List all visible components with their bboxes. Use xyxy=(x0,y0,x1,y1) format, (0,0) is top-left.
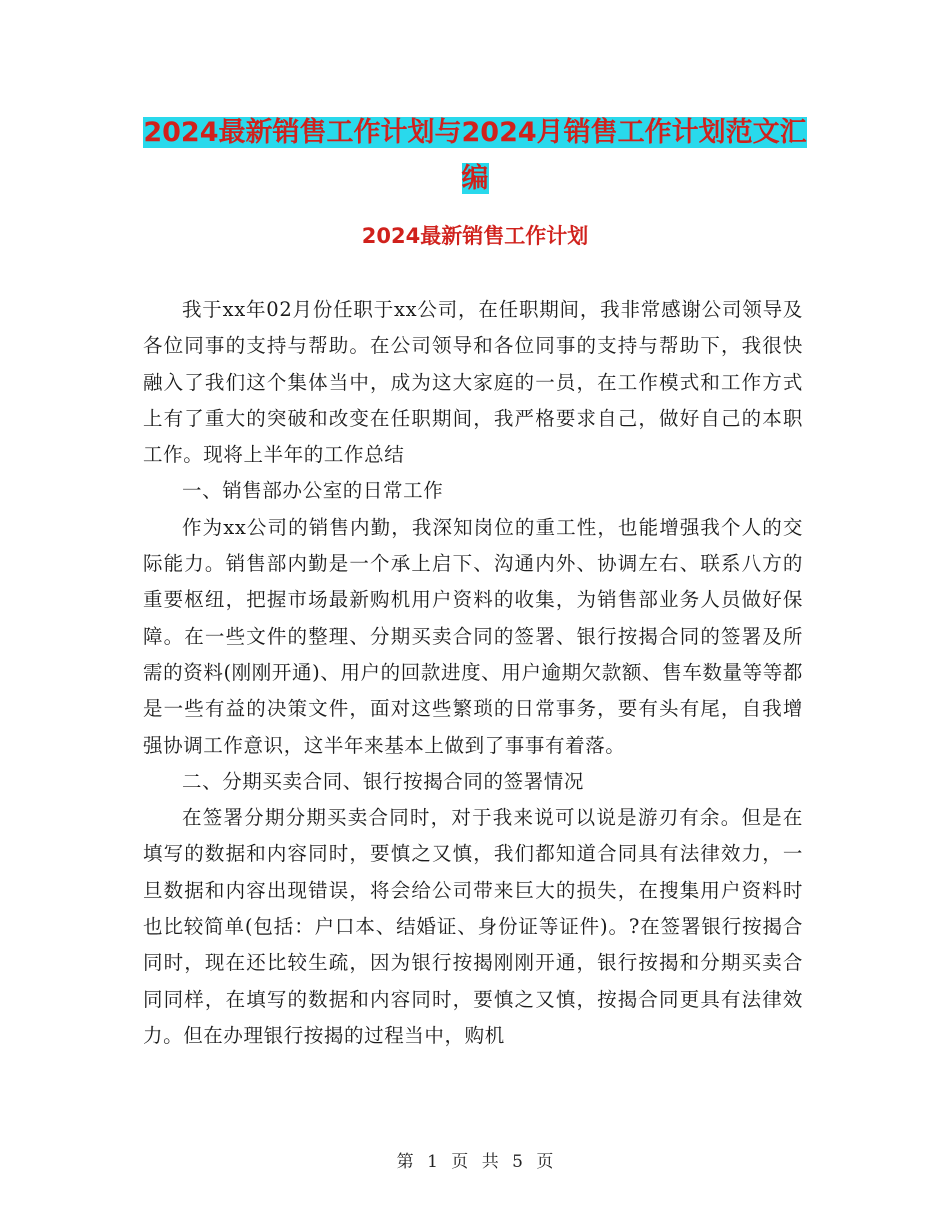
paragraph-intro: 我于xx年02月份任职于xx公司，在任职期间，我非常感谢公司领导及各位同事的支持与帮助。在公司领导和各位同事的支持与帮助下，我很快融入了我们这个集体当中，成为这大家庭的一员，在工作模式和工作方式上有了重大的突破和改变在任职期间，我严格要求自己，做好自己的本职工作。现将上半年的工作总结 xyxy=(143,298,803,467)
footer-total-pages: 5 xyxy=(512,1152,523,1172)
paragraph-contracts: 在签署分期分期买卖合同时，对于我来说可以说是游刃有余。但是在填写的数据和内容同时，要慎之又慎，我们都知道合同具有法律效力，一旦数据和内容出现错误，将会给公司带来巨大的损失，在搜集用户资料时也比较简单(包括：户口本、结婚证、身份证等证件)。?在签署银行按揭合同时，现在还比较生疏，因为银行按揭刚刚开通，银行按揭和分期买卖合同同样，在填写的数据和内容同时，要慎之又慎，按揭合同更具有法律效力。但在办理银行按揭的过程当中，购机 xyxy=(143,806,803,1047)
footer-label-page: 第 xyxy=(396,1152,414,1172)
heading-two: 二、分期买卖合同、银行按揭合同的签署情况 xyxy=(182,769,585,793)
heading-one: 一、销售部办公室的日常工作 xyxy=(182,479,444,503)
paragraph-office-work: 作为xx公司的销售内勤，我深知岗位的重工性，也能增强我个人的交际能力。销售部内勤是一个承上启下、沟通内外、协调左右、联系八方的重要枢纽，把握市场最新购机用户资料的收集，为销售部业务人员做好保障。在一些文件的整理、分期买卖合同的签署、银行按揭合同的签署及所需的资料(刚刚开通)、用户的回款进度、用户逾期欠款额、售车数量等等都是一些有益的决策文件，面对这些繁琐的日常事务，要有头有尾，自我增强协调工作意识，这半年来基本上做到了事事有着落。 xyxy=(143,515,803,757)
title-line-2: 编 xyxy=(461,163,489,194)
footer-label-total: 共 xyxy=(481,1152,499,1172)
document-title xyxy=(0,110,950,202)
page-footer xyxy=(0,1150,950,1174)
document-body xyxy=(143,292,803,1054)
section-title: 2024最新销售工作计划 xyxy=(361,224,589,248)
footer-current-page: 1 xyxy=(427,1152,438,1172)
title-line-1: 2024最新销售工作计划与2024月销售工作计划范文汇 xyxy=(143,117,807,148)
footer-label-ye2: 页 xyxy=(536,1152,554,1172)
footer-label-ye: 页 xyxy=(451,1152,469,1172)
